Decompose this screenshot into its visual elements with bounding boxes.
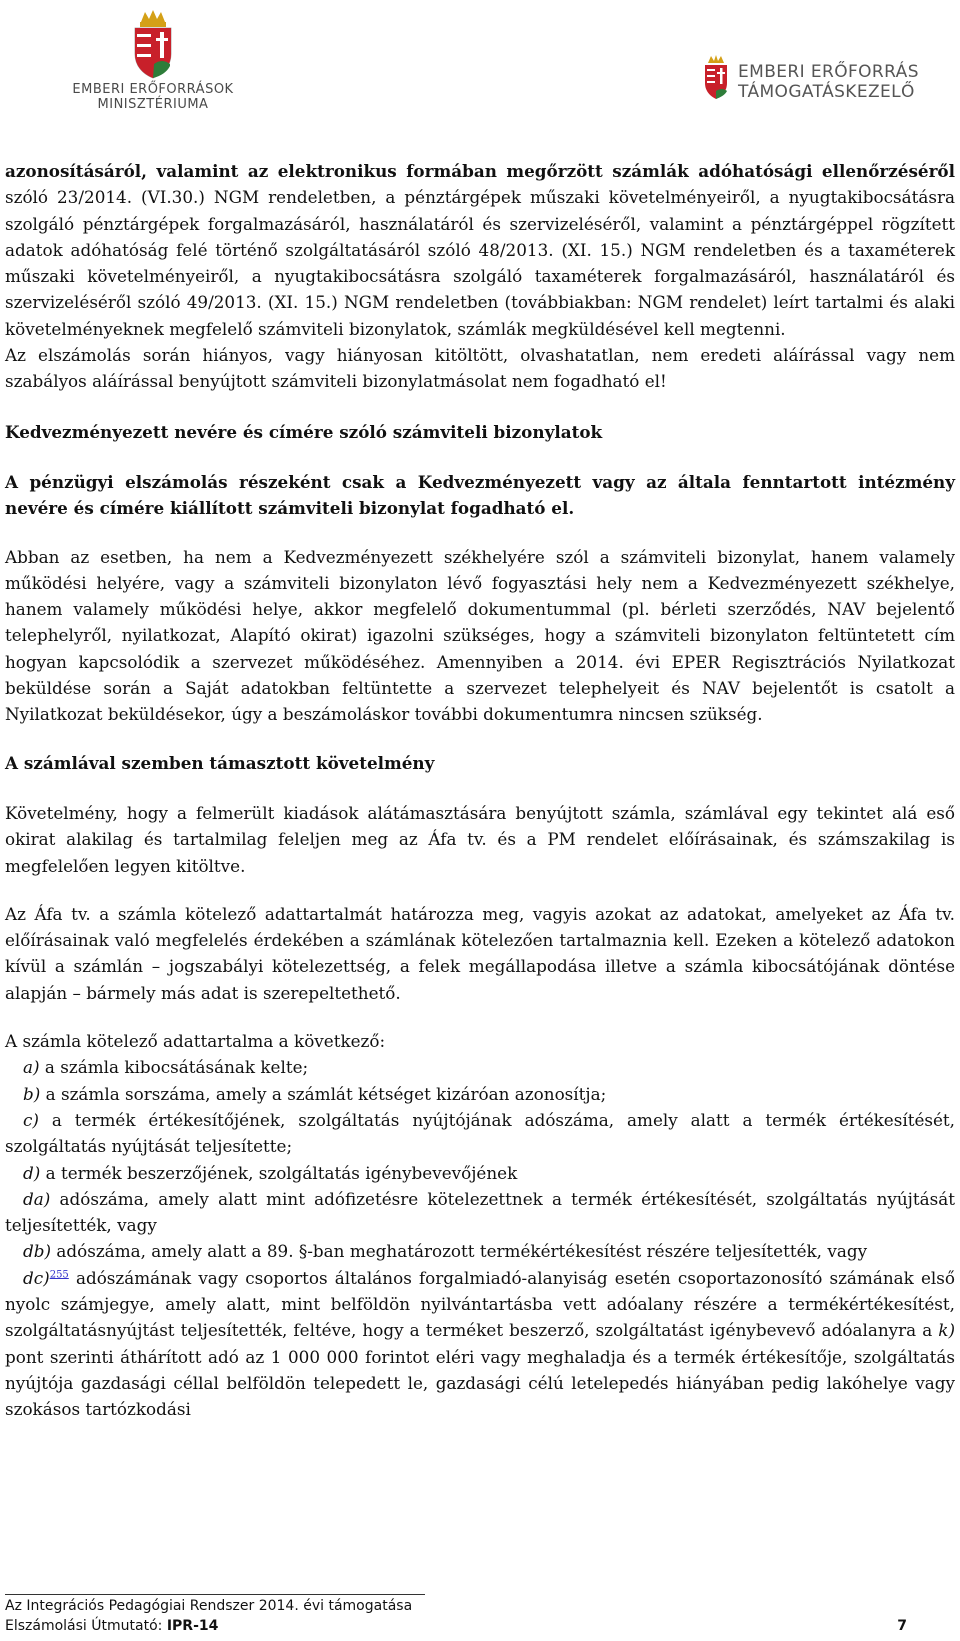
section-heading-beneficiary: Kedvezményezett nevére és címére szóló számviteli bizonylatok <box>5 421 603 442</box>
intro-paragraph-rest: szóló 23/2014. (VI.30.) NGM rendeletben, a pénztárgépek műszaki követelményeiről, a nyugtakibocsátásra szolgáló pénztárgépek forgalmazásáról, használatáról és szervizeléséről, valamint a pénztárgéppel rögzített adatok adóhatóság felé történő szolgáltatásáról szóló 48/2013. (XI. 15.) NGM rendeletben és a taxaméterek műszaki követelményeiről, a nyugtakibocsátásra szolgáló taxaméterek forgalmazásáról, használatáról és szervizeléséről szóló 49/2013. (XI. 15.) NGM rendeletben (továbbiakban: NGM rendelet) leírt tartalmi és alaki követelményeknek megfelelő számviteli bizonylatok, számlák megküldésével kell megtenni. <box>5 187 955 339</box>
list-item: da) adószáma, amely alatt mint adófizetésre kötelezettnek a termék értékesítését, szolgáltatás nyújtását teljesítették, vagy <box>5 1188 955 1236</box>
list-intro: A számla kötelező adattartalma a következő: <box>5 1031 386 1052</box>
coat-of-arms-icon <box>123 8 183 80</box>
footer-guide-line: Elszámolási Útmutató: IPR-14 <box>5 1618 219 1634</box>
list-item-dc: dc)$^{255}$ adószámának vagy csoportos általános forgalmiadó-alanyiság esetén csoportazonosító számának első nyolc számjegye, amely alatt, mint belföldön nyilvántartásba vett adóalany részére a termékértékesítést, szolgáltatásnyújtást teljesítették, feltéve, hogy a terméket beszerző, szolgáltatást igénybevevő adóalanyra a k) pont szerinti áthárított adó az 1 000 000 forintot eléri vagy meghaladja és a termék értékesítője, szolgáltatás nyújtója gazdasági céllal belföldön telepedett le, gazdasági célú letelepedés hiányában pedig lakóhelye vagy szokásos tartózkodási <box>5 1267 955 1420</box>
ministry-logo <box>68 8 238 120</box>
intro-paragraph-bold: azonosításáról, valamint az elektronikus formában megőrzött számlák adóhatósági ellenőrzéséről <box>5 161 955 181</box>
document-body <box>5 158 955 1422</box>
agency-name-line2: TÁMOGATÁSKEZELŐ <box>738 82 915 102</box>
afa-paragraph: Az Áfa tv. a számla kötelező adattartalmát határozza meg, vagyis azokat az adatokat, amelyeket az Áfa tv. előírásainak való megfelelés érdekében a számlának kötelezően tartalmaznia kell. Ezeken a kötelező adatokon kívül a számlán – jogszabályi kötelezettség, a felek megállapodása illetve a számla kibocsátójának döntése alapján – bármely más adat is szerepeltethető. <box>5 903 955 1003</box>
list-item: b) a számla sorszáma, amely a számlát kétséget kizáróan azonosítja; <box>23 1083 607 1104</box>
footnote-link[interactable]: 255 <box>49 1269 69 1281</box>
section-heading-invoice-requirement: A számlával szemben támasztott követelmény <box>5 752 435 773</box>
bold-requirement-paragraph: A pénzügyi elszámolás részeként csak a Kedvezményezett vagy az általa fenntartott intézmény nevére és címére kiállított számviteli bizonylat fogadható el. <box>5 471 955 519</box>
requirement-paragraph: Követelmény, hogy a felmerült kiadások alátámasztására benyújtott számla, számlával egy tekintet alá eső okirat alakilag és tartalmilag feleljen meg az Áfa tv. és a PM rendelet előírásainak, és számszakilag is megfelelően legyen kitöltve. <box>5 802 955 876</box>
list-item: a) a számla kibocsátásának kelte; <box>23 1057 309 1078</box>
agency-name-line1: EMBERI ERŐFORRÁS <box>738 62 919 82</box>
agency-logo <box>702 55 942 110</box>
footer-guide-code: IPR-14 <box>166 1618 219 1634</box>
list-item: db) adószáma, amely alatt a 89. §-ban meghatározott termékértékesítést részére teljesítették, vagy <box>23 1241 868 1262</box>
intro-paragraph <box>5 158 955 342</box>
list-item: c) a termék értékesítőjének, szolgáltatás nyújtójának adószáma, amely alatt a termék értékesítését, szolgáltatás nyújtását teljesítette; <box>5 1109 955 1157</box>
footer-program-title: Az Integrációs Pedagógiai Rendszer 2014. évi támogatása <box>5 1598 413 1614</box>
warning-paragraph: Az elszámolás során hiányos, vagy hiányosan kitöltött, olvashatatlan, nem eredeti aláírással vagy nem szabályos aláírással benyújtott számviteli bizonylatmásolat nem fogadható el! <box>5 345 955 392</box>
agency-name <box>738 62 919 102</box>
ministry-name-line2: MINISZTÉRIUMA <box>97 97 209 112</box>
agency-emblem-icon <box>702 55 730 101</box>
page-number: 7 <box>897 1618 907 1634</box>
list-item: d) a termék beszerzőjének, szolgáltatás igénybevevőjének <box>23 1162 518 1183</box>
mandatory-content-list <box>5 1054 955 1422</box>
footer-divider <box>5 1594 425 1595</box>
page-footer <box>5 1594 955 1636</box>
ministry-name-line1: EMBERI ERŐFORRÁSOK <box>72 82 234 97</box>
address-paragraph: Abban az esetben, ha nem a Kedvezményezett székhelyére szól a számviteli bizonylat, hanem valamely működési helyére, vagy a számviteli bizonylaton lévő fogyasztási hely nem a Kedvezményezett székhelye, hanem valamely működési helye, akkor megfelelő dokumentummal (pl. bérleti szerződés, NAV bejelentő telephelyről, nyilatkozat, Alapító okirat) igazolni szükséges, hogy a számviteli bizonylaton feltüntetett cím hogyan kapcsolódik a szervezet működéséhez. Amennyiben a 2014. évi EPER Regisztrációs Nyilatkozat beküldése során a Saját adatokban feltüntette a szervezet telephelyeit és NAV bejelentőt is csatolt a Nyilatkozat beküldésekor, úgy a beszámoláskor további dokumentumra nincsen szükség. <box>5 546 955 725</box>
ministry-name <box>68 82 238 112</box>
